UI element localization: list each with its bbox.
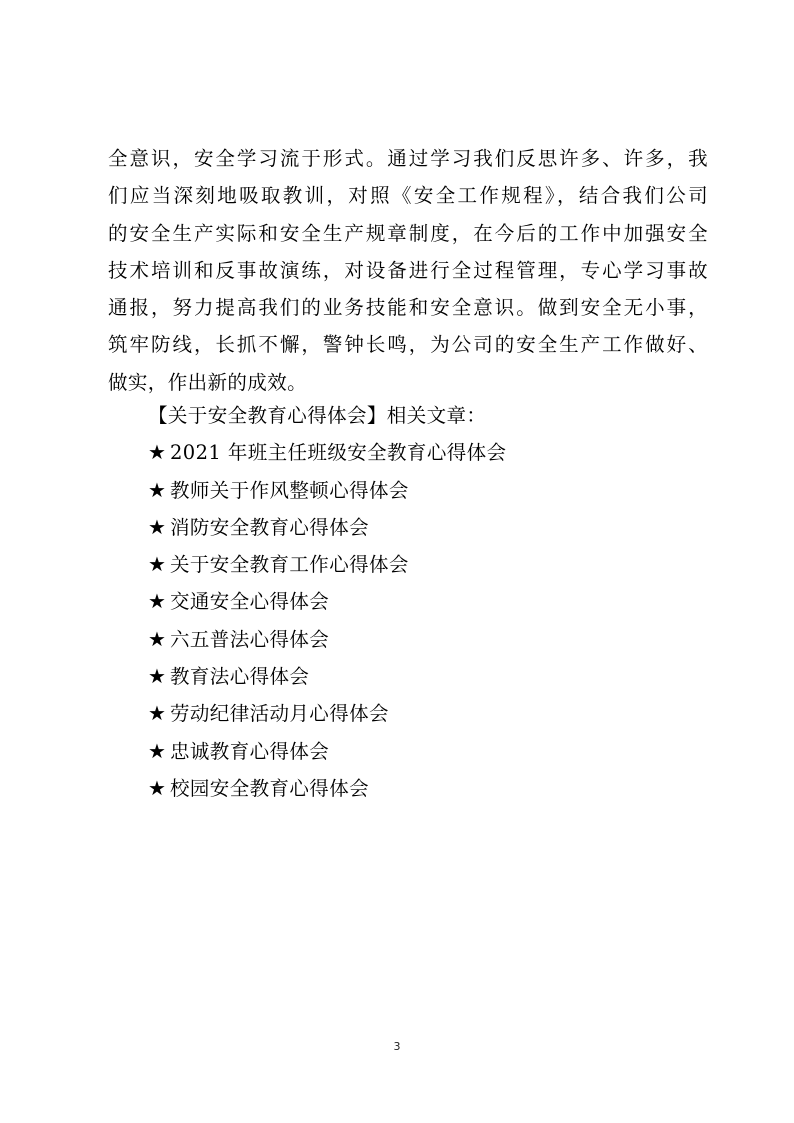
star-icon: ★: [148, 738, 167, 763]
related-articles: [148, 397, 506, 807]
star-icon: ★: [148, 514, 167, 539]
star-icon: ★: [148, 664, 167, 689]
related-link-label: 忠诚教育心得体会: [170, 739, 330, 763]
related-link[interactable]: [148, 509, 506, 546]
related-link-label: 教师关于作风整顿心得体会: [170, 478, 409, 502]
star-icon: ★: [148, 775, 167, 800]
page-number: 3: [393, 1040, 401, 1053]
related-link-label: 消防安全教育心得体会: [170, 515, 370, 539]
related-link-label: 交通安全心得体会: [170, 590, 330, 614]
body-line: 全意识，安全学习流于形式。通过学习我们反思许多、许多，我: [108, 147, 708, 170]
related-link-label: 六五普法心得体会: [170, 627, 330, 651]
related-link[interactable]: [148, 472, 506, 509]
body-line: 通报，努力提高我们的业务技能和安全意识。做到安全无小事，: [108, 296, 708, 320]
star-icon: ★: [148, 626, 167, 651]
star-icon: ★: [148, 552, 167, 577]
related-link[interactable]: [148, 733, 506, 770]
star-icon: ★: [148, 477, 167, 502]
star-icon: ★: [148, 440, 167, 465]
related-link[interactable]: [148, 770, 506, 807]
related-link[interactable]: [148, 658, 506, 695]
star-icon: ★: [148, 701, 167, 726]
body-line: 筑牢防线，长抓不懈，警钟长鸣，为公司的安全生产工作做好、: [108, 333, 708, 357]
related-link-label: 教育法心得体会: [170, 665, 310, 689]
related-link[interactable]: [148, 695, 506, 732]
body-line: 技术培训和反事故演练，对设备进行全过程管理，专心学习事故: [108, 258, 708, 282]
related-link-label: 校园安全教育心得体会: [170, 776, 370, 800]
body-line: 做实，作出新的成效。: [108, 370, 308, 394]
related-link-label: 关于安全教育工作心得体会: [170, 553, 409, 577]
related-link[interactable]: [148, 621, 506, 658]
related-list: [148, 434, 506, 807]
related-link-label: 劳动纪律活动月心得体会: [170, 702, 389, 726]
related-link[interactable]: [148, 434, 506, 471]
star-icon: ★: [148, 589, 167, 614]
related-link[interactable]: [148, 546, 506, 583]
related-link-label: 2021 年班主任班级安全教育心得体会: [170, 441, 507, 465]
body-line: 们应当深刻地吸取教训，对照《安全工作规程》，结合我们公司: [108, 184, 708, 208]
body-line: 的安全生产实际和安全生产规章制度，在今后的工作中加强安全: [108, 221, 708, 245]
body-paragraph: [108, 140, 708, 401]
related-heading: 【关于安全教育心得体会】相关文章：: [148, 404, 487, 427]
related-link[interactable]: [148, 583, 506, 620]
